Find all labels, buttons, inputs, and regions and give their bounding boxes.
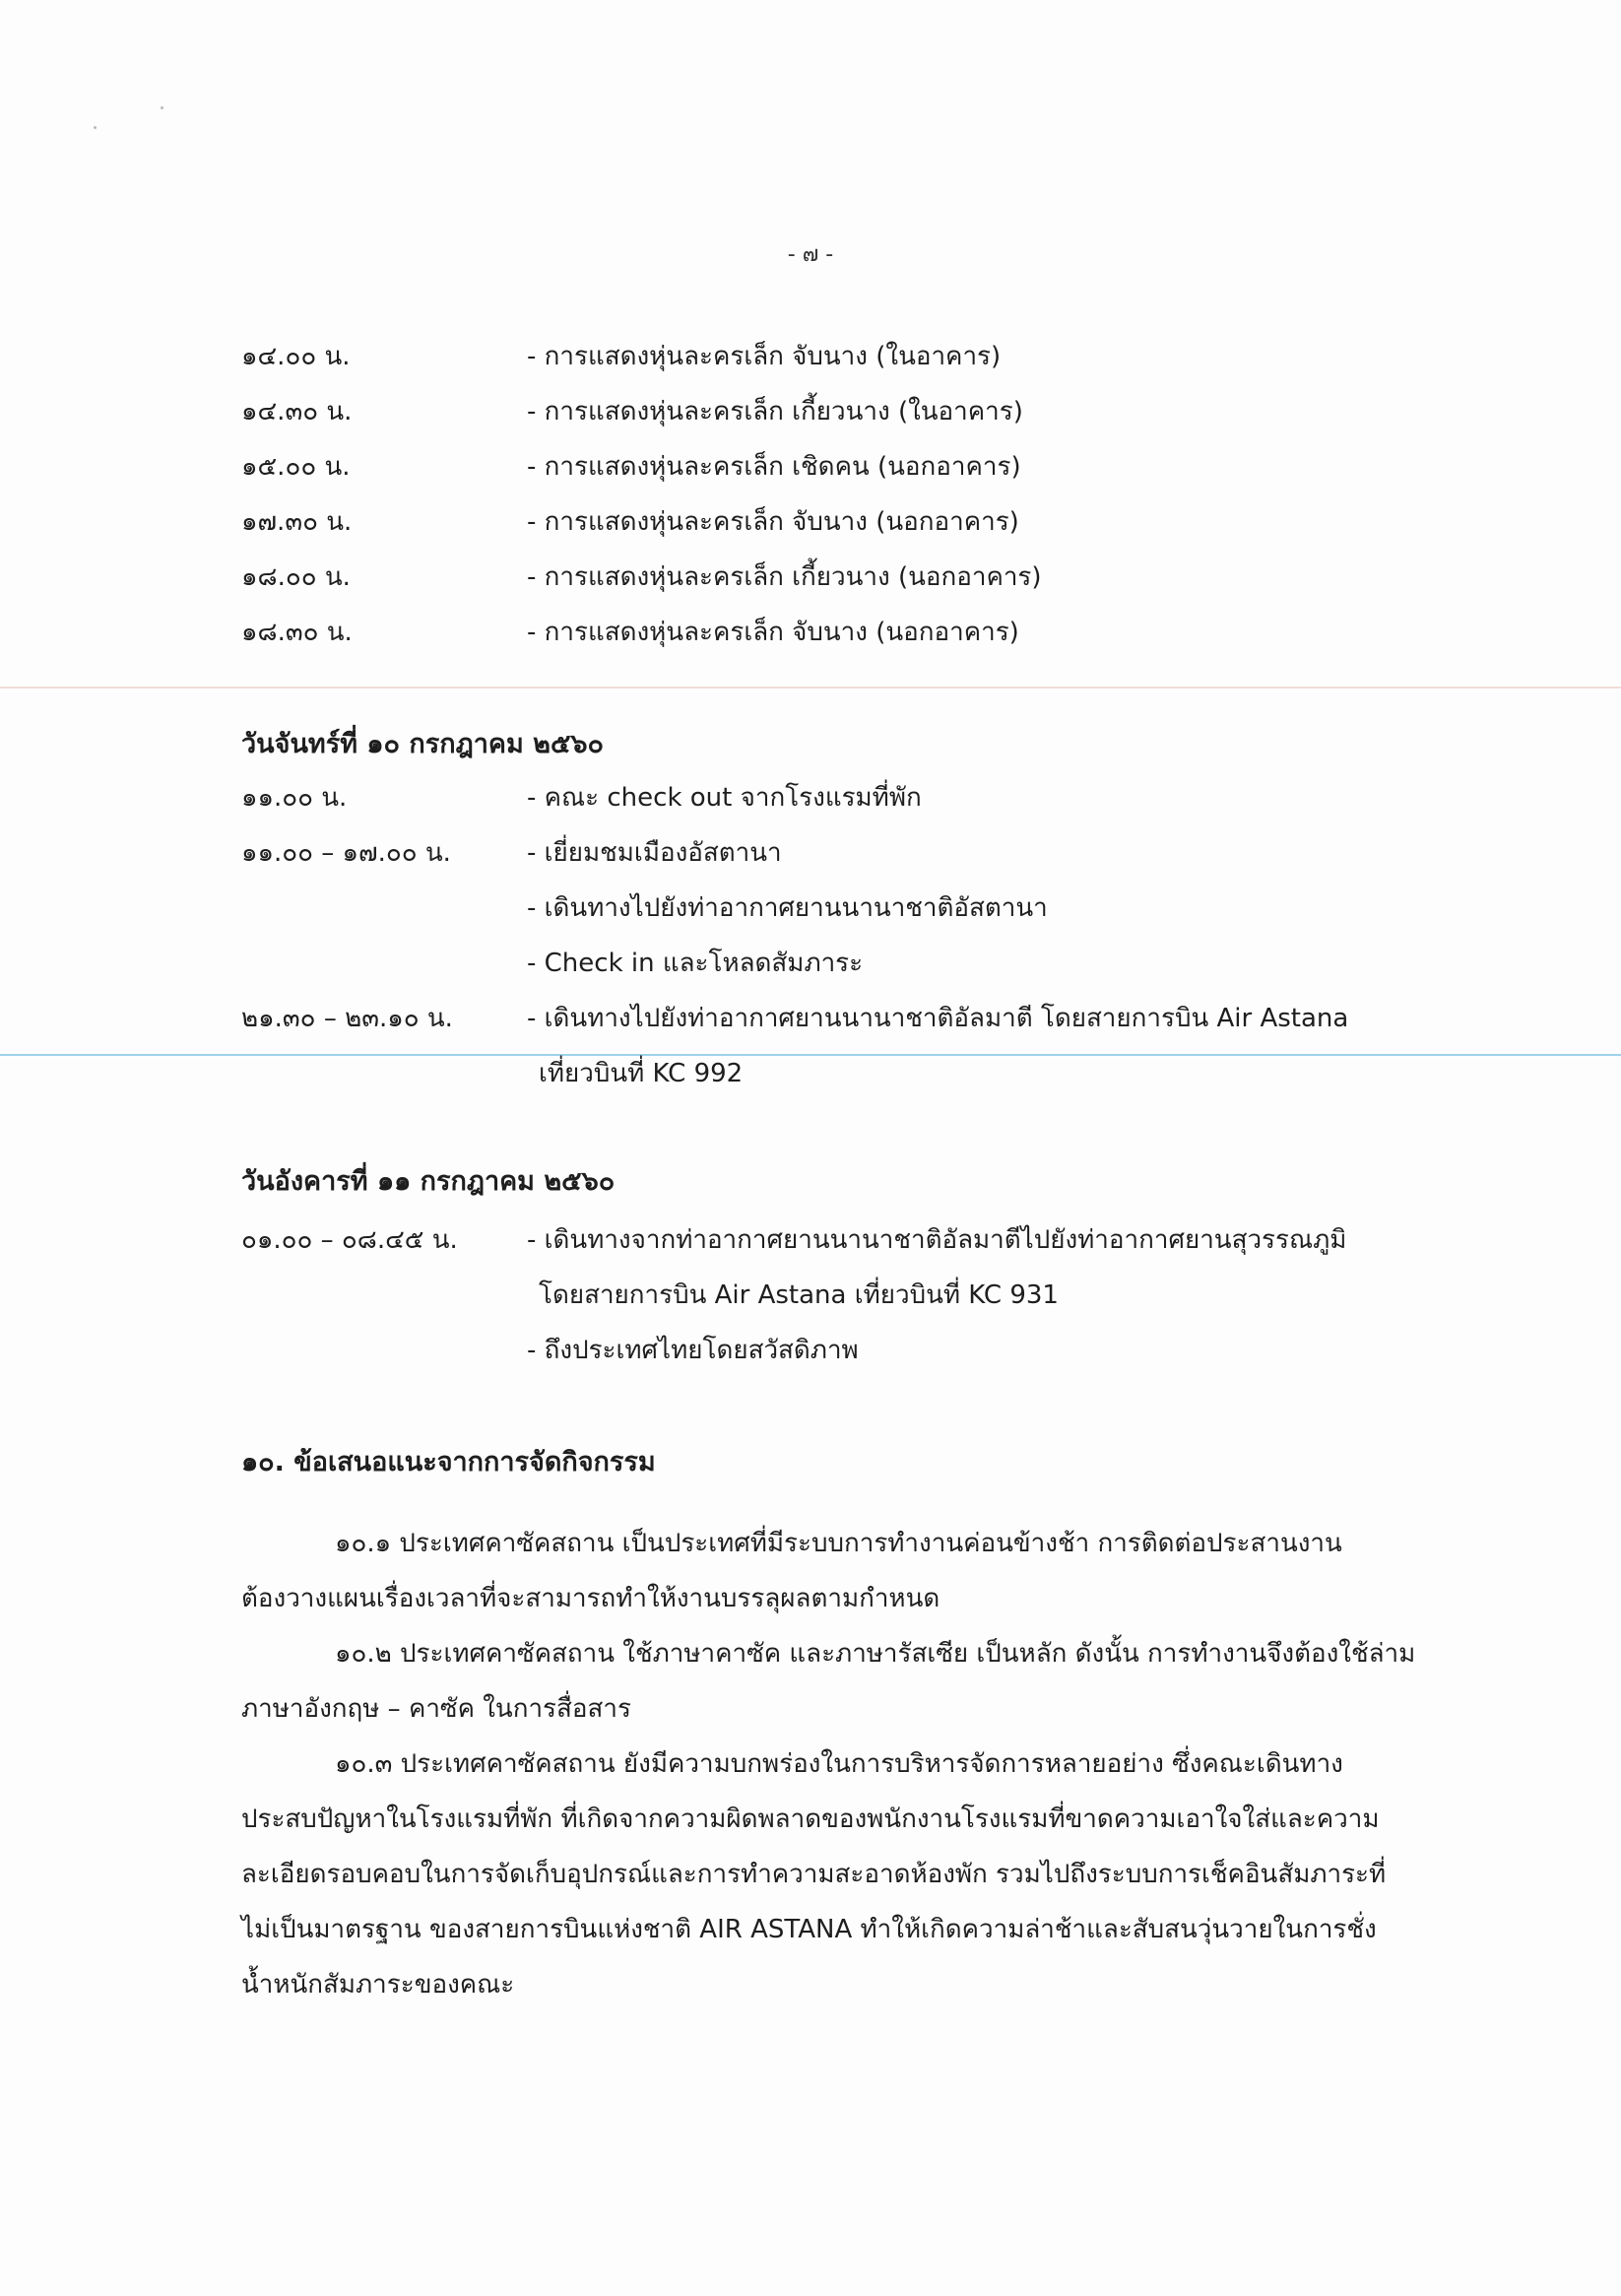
schedule-time: ๑๗.๓๐ น.: [241, 507, 353, 537]
schedule-row: [241, 395, 1023, 428]
scan-artifact-line: [0, 687, 1621, 689]
schedule-activity: - การแสดงหุ่นละครเล็ก จับนาง (นอกอาคาร): [527, 618, 1019, 647]
schedule-activity-extra: - Check in และโหลดสัมภาระ: [527, 949, 864, 978]
schedule-activity-extra: - ถึงประเทศไทยโดยสวัสดิภาพ: [527, 1336, 859, 1365]
schedule-activity: - คณะ check out จากโรงแรมที่พัก: [527, 783, 922, 813]
day-heading-tuesday: วันอังคารที่ ๑๑ กรกฎาคม ๒๕๖๐: [241, 1166, 616, 1197]
paragraph-line: ละเอียดรอบคอบในการจัดเก็บอุปกรณ์และการทำความสะอาดห้องพัก รวมไปถึงระบบการเช็คอินสัมภาระที่: [241, 1860, 1387, 1889]
paragraph-line: ภาษาอังกฤษ – คาซัค ในการสื่อสาร: [241, 1694, 631, 1724]
schedule-time: ๑๕.๐๐ น.: [241, 452, 351, 482]
schedule-time: ๑๑.๐๐ น.: [241, 783, 348, 813]
schedule-row: [241, 340, 1001, 373]
schedule-activity: - เดินทางไปยังท่าอากาศยานนานาชาติอัลมาตี โดยสายการบิน Air Astana: [527, 1004, 1349, 1033]
schedule-time: ๐๑.๐๐ – ๐๘.๔๕ น.: [241, 1225, 458, 1255]
schedule-activity-continued: โดยสายการบิน Air Astana เที่ยวบินที่ KC 931: [539, 1280, 1059, 1310]
paragraph-line: ไม่เป็นมาตรฐาน ของสายการบินแห่งชาติ AIR ASTANA ทำให้เกิดความล่าช้าและสับสนวุ่นวายในการชั่ง: [241, 1915, 1377, 1944]
schedule-activity: - เยี่ยมชมเมืองอัสตานา: [527, 838, 782, 868]
schedule-time: ๑๘.๓๐ น.: [241, 618, 353, 647]
paragraph-line: ต้องวางแผนเรื่องเวลาที่จะสามารถทำให้งานบรรลุผลตามกำหนด: [241, 1584, 940, 1613]
schedule-activity: - การแสดงหุ่นละครเล็ก เกี้ยวนาง (ในอาคาร): [527, 397, 1023, 426]
schedule-row: [241, 1223, 1346, 1257]
schedule-row: [241, 836, 782, 870]
schedule-time: ๑๘.๐๐ น.: [241, 562, 351, 592]
schedule-activity: - การแสดงหุ่นละครเล็ก จับนาง (ในอาคาร): [527, 342, 1002, 371]
paragraph-line: ๑๐.๓ ประเทศคาซัคสถาน ยังมีความบกพร่องในการบริหารจัดการหลายอย่าง ซึ่งคณะเดินทาง: [335, 1749, 1343, 1779]
paragraph-line: ๑๐.๑ ประเทศคาซัคสถาน เป็นประเทศที่มีระบบการทำงานค่อนข้างช้า การติดต่อประสานงาน: [335, 1529, 1342, 1558]
schedule-activity: - การแสดงหุ่นละครเล็ก เกี้ยวนาง (นอกอาคาร): [527, 562, 1042, 592]
scan-artifact-line: [0, 1054, 1621, 1056]
day-heading-monday: วันจันทร์ที่ ๑๐ กรกฎาคม ๒๕๖๐: [241, 729, 605, 759]
schedule-activity: - การแสดงหุ่นละครเล็ก จับนาง (นอกอาคาร): [527, 507, 1019, 537]
scan-speck: [94, 126, 97, 129]
schedule-row: [241, 450, 1021, 484]
schedule-activity: - เดินทางจากท่าอากาศยานนานาชาติอัลมาตีไปยังท่าอากาศยานสุวรรณภูมิ: [527, 1225, 1347, 1255]
scan-speck: [161, 106, 163, 109]
schedule-activity-continued: เที่ยวบินที่ KC 992: [539, 1059, 744, 1088]
schedule-row: [241, 1002, 1348, 1035]
schedule-time: ๑๔.๐๐ น.: [241, 342, 351, 371]
schedule-row: [241, 505, 1019, 539]
schedule-activity: - การแสดงหุ่นละครเล็ก เชิดคน (นอกอาคาร): [527, 452, 1021, 482]
schedule-time: ๑๔.๓๐ น.: [241, 397, 353, 426]
schedule-row: [241, 560, 1042, 594]
paragraph-line: ๑๐.๒ ประเทศคาซัคสถาน ใช้ภาษาคาซัค และภาษารัสเซีย เป็นหลัก ดังนั้น การทำงานจึงต้องใช้ล่าม: [335, 1639, 1416, 1669]
paragraph-line: น้ำหนักสัมภาระของคณะ: [241, 1970, 515, 2000]
schedule-row: [241, 616, 1019, 649]
page-number: - ๗ -: [787, 242, 834, 267]
paragraph-line: ประสบปัญหาในโรงแรมที่พัก ที่เกิดจากความผิดพลาดของพนักงานโรงแรมที่ขาดความเอาใจใส่และความ: [241, 1804, 1380, 1834]
schedule-time: ๒๑.๓๐ – ๒๓.๑๐ น.: [241, 1004, 453, 1033]
schedule-row: [241, 781, 922, 815]
section-heading: ๑๐. ข้อเสนอแนะจากการจัดกิจกรรม: [241, 1447, 656, 1477]
schedule-activity-extra: - เดินทางไปยังท่าอากาศยานนานาชาติอัสตานา: [527, 893, 1048, 923]
schedule-time: ๑๑.๐๐ – ๑๗.๐๐ น.: [241, 838, 451, 868]
